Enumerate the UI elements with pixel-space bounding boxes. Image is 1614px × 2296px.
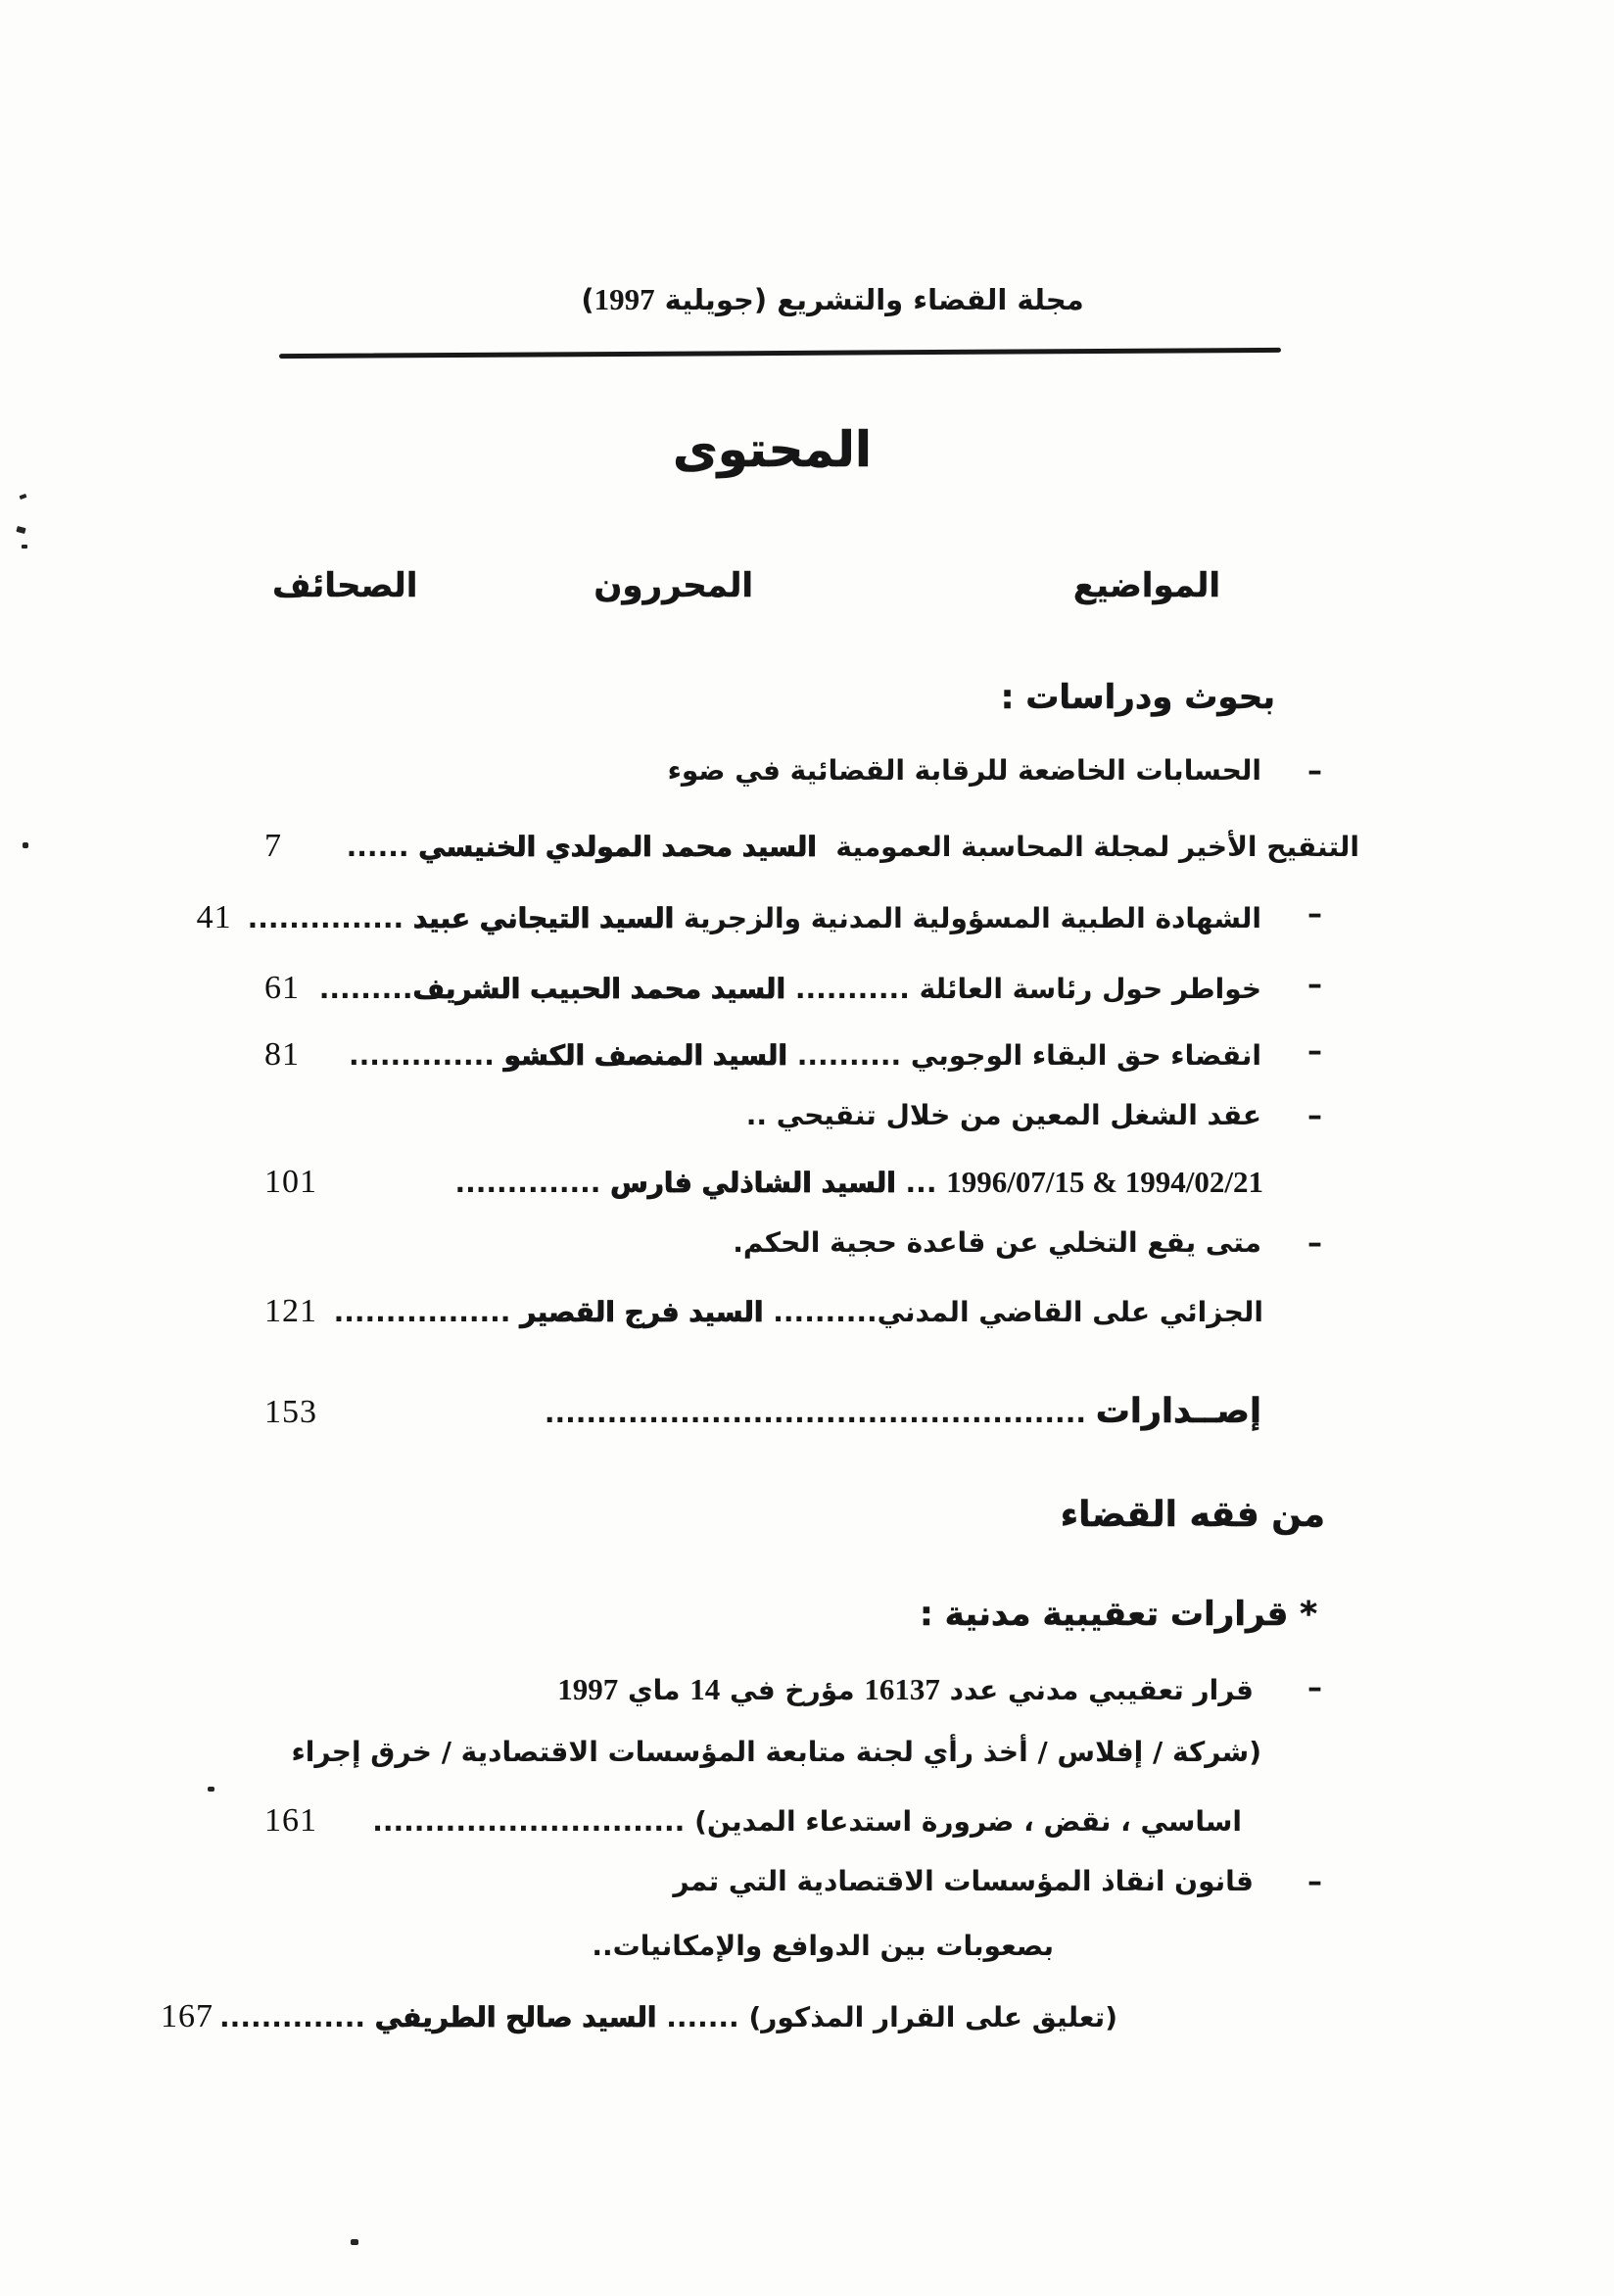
toc-item-rescue-law-line1 <box>264 1863 1371 1900</box>
toc-amendment-dates: 1994/02/21 & 1996/07/15 <box>946 1165 1263 1199</box>
section-heading-civil-cassation <box>264 1593 1371 1638</box>
section-heading-label: بحوث ودراسات : <box>1000 678 1275 717</box>
toc-subject: عقد الشغل المعين من خلال تنقيحي .. <box>745 1099 1261 1131</box>
toc-page-number: 161 <box>264 1802 317 1839</box>
toc-subject: الشهادة الطبية المسؤولية المدنية والزجرية <box>684 902 1261 934</box>
toc-page-number: 121 <box>264 1293 317 1329</box>
dash-bullet: – <box>1307 968 1322 1002</box>
toc-author: السيد الشاذلي فارس <box>610 1167 896 1199</box>
toc-subject: انقضاء حق البقاء الوجوبي .......... <box>796 1039 1261 1072</box>
toc-item-cassation-16137-line2 <box>264 1734 1371 1771</box>
toc-author: السيد فرج القصير <box>520 1296 774 1328</box>
column-header-pages: الصحائف <box>272 566 418 605</box>
decision-day: 14 <box>689 1672 721 1706</box>
decision-year: 1997 <box>557 1672 619 1706</box>
toc-subject: ماي <box>618 1674 690 1706</box>
toc-item-family-headship <box>264 966 1371 1011</box>
toc-page-number: 101 <box>264 1164 317 1200</box>
toc-subject: الحسابات الخاضعة للرقابة القضائية في ضوء <box>667 754 1261 787</box>
ink-speck <box>351 2239 358 2245</box>
dot-separator: ... <box>895 1167 947 1199</box>
toc-page-number: 7 <box>264 828 282 864</box>
toc-author: السيد التيجاني عبيد <box>412 902 685 934</box>
toc-item-medical-certificate <box>196 895 1371 940</box>
dash-bullet: – <box>1307 1034 1322 1069</box>
toc-item-rescue-law-line2 <box>264 1928 1371 1965</box>
ink-speck <box>208 1787 214 1792</box>
dash-bullet: – <box>1307 1099 1322 1133</box>
toc-subject: مؤرخ في <box>720 1674 865 1706</box>
dash-bullet: – <box>1307 754 1322 789</box>
toc-item-res-judicata-line2 <box>264 1289 1371 1334</box>
section-heading-jurisprudence <box>264 1492 1371 1540</box>
toc-item-rescue-law-line3 <box>161 1994 1371 2039</box>
header-divider-rule <box>279 348 1281 359</box>
toc-item-employment-contract-line2 <box>264 1160 1371 1205</box>
dash-bullet: – <box>1307 1671 1322 1705</box>
toc-item-right-of-stay <box>264 1032 1371 1077</box>
dot-leader: .............. <box>454 1167 611 1199</box>
section-heading-label: من فقه القضاء <box>1060 1495 1325 1535</box>
dot-leader: ......... <box>318 973 413 1005</box>
dash-bullet: – <box>1307 897 1322 932</box>
page-title: المحتوى <box>672 421 872 478</box>
dot-leader: .................................................... <box>544 1397 1096 1429</box>
journal-title: مجلة القضاء والتشريع (جويلية <box>654 283 1084 316</box>
ink-speck <box>22 545 27 549</box>
toc-item-accounts-line2 <box>264 824 1371 869</box>
journal-header <box>544 282 1121 317</box>
ink-speck <box>23 842 28 848</box>
toc-subject: اساسي ، نقض ، ضرورة استدعاء المدين) <box>694 1805 1242 1838</box>
toc-subject: (تعليق على القرار المذكور) ....... <box>666 2001 1117 2033</box>
toc-subject: (شركة / إفلاس / أخذ رأي لجنة متابعة المؤسسات الاقتصادية / خرق إجراء <box>291 1736 1261 1768</box>
ink-speck <box>20 494 27 500</box>
toc-item-employment-contract-line1 <box>264 1097 1371 1134</box>
section-heading-studies <box>264 676 1371 721</box>
toc-author: السيد المنصف الكشو <box>503 1039 797 1072</box>
toc-page-number: 61 <box>264 970 300 1006</box>
journal-paren: ) <box>581 283 594 316</box>
toc-page-number: 153 <box>264 1394 317 1430</box>
dot-leader: .............. <box>219 2001 375 2033</box>
section-heading-label: * قرارات تعقيبية مدنية : <box>920 1595 1317 1634</box>
dash-bullet: – <box>1307 1865 1322 1899</box>
toc-subject: قانون انقاذ المؤسسات الاقتصادية التي تمر <box>673 1865 1254 1897</box>
toc-item-releases <box>264 1389 1371 1435</box>
toc-author: السيد صالح الطريفي <box>374 2001 667 2033</box>
decision-number: 16137 <box>864 1672 940 1706</box>
toc-item-cassation-16137-line1 <box>264 1669 1371 1710</box>
toc-page-number: 81 <box>264 1036 300 1073</box>
dash-bullet: – <box>1307 1226 1322 1261</box>
toc-subject: التنقيح الأخير لمجلة المحاسبة العمومية <box>835 831 1359 863</box>
toc-author: السيد محمد المولدي الخنيسي <box>418 831 836 863</box>
dot-leader: .............. <box>348 1039 504 1072</box>
dot-leader: ............... <box>247 902 413 934</box>
toc-subject: قرار تعقيبي مدني عدد <box>939 1674 1254 1706</box>
column-header-topics: المواضيع <box>1072 566 1220 605</box>
toc-subject: خواطر حول رئاسة العائلة ........... <box>794 973 1261 1005</box>
toc-item-accounts-line1 <box>264 752 1371 789</box>
journal-year: 1997 <box>593 282 655 316</box>
toc-item-res-judicata-line1 <box>264 1224 1371 1262</box>
ink-speck <box>16 526 25 534</box>
toc-page-number: 167 <box>161 1998 214 2034</box>
section-releases-label: إصــدارات <box>1095 1392 1261 1431</box>
toc-author: السيد محمد الحبيب الشريف <box>412 973 795 1005</box>
dot-leader: .............................. <box>372 1805 695 1838</box>
column-header-editors: المحررون <box>593 566 753 605</box>
toc-item-cassation-16137-line3 <box>264 1798 1371 1843</box>
dot-leader: ...... <box>346 831 419 863</box>
toc-page-number: 41 <box>196 899 232 935</box>
toc-subject: متى يقع التخلي عن قاعدة حجية الحكم. <box>733 1226 1261 1259</box>
toc-subject: الجزائي على القاضي المدني.......... <box>773 1296 1263 1328</box>
toc-subject: بصعوبات بين الدوافع والإمكانيات.. <box>592 1930 1054 1962</box>
dot-leader: ................. <box>333 1296 521 1328</box>
